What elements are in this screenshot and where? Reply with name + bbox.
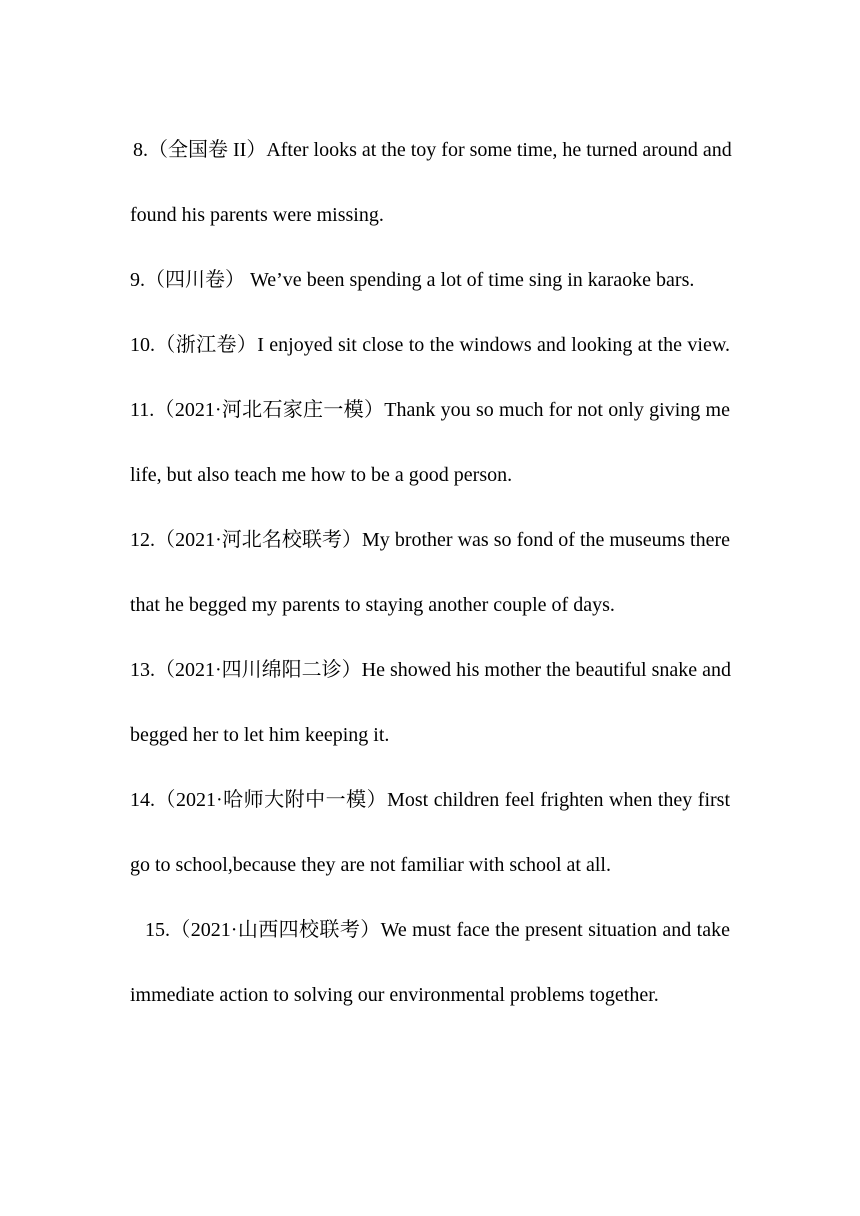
question-14-line-2: go to school,because they are not familiar with school at all. [130,854,611,876]
question-11-line-2: life, but also teach me how to be a good person. [130,464,513,486]
question-15-line-1: 15.（2021·山西四校联考）We must face the present situation and take [145,919,730,941]
question-13-line-1: 13.（2021·四川绵阳二诊）He showed his mother the beautiful snake and [130,659,732,681]
question-8-line-2: found his parents were missing. [130,204,384,226]
question-15-line-2: immediate action to solving our environmental problems together. [130,984,659,1006]
question-12-line-2: that he begged my parents to staying another couple of days. [130,594,615,616]
question-10-line-1: 10.（浙江卷）I enjoyed sit close to the windows and looking at the view. [130,334,730,356]
question-11-line-1: 11.（2021·河北石家庄一模）Thank you so much for not only giving me [130,399,730,421]
question-12-line-1: 12.（2021·河北名校联考）My brother was so fond of the museums there [130,529,730,551]
question-13-line-2: begged her to let him keeping it. [130,724,390,746]
question-8-line-1: 8.（全国卷 II）After looks at the toy for some time, he turned around and [133,139,732,161]
question-9-line-1: 9.（四川卷） We’ve been spending a lot of time sing in karaoke bars. [130,269,695,291]
question-14-line-1: 14.（2021·哈师大附中一模）Most children feel frighten when they first [130,789,730,811]
